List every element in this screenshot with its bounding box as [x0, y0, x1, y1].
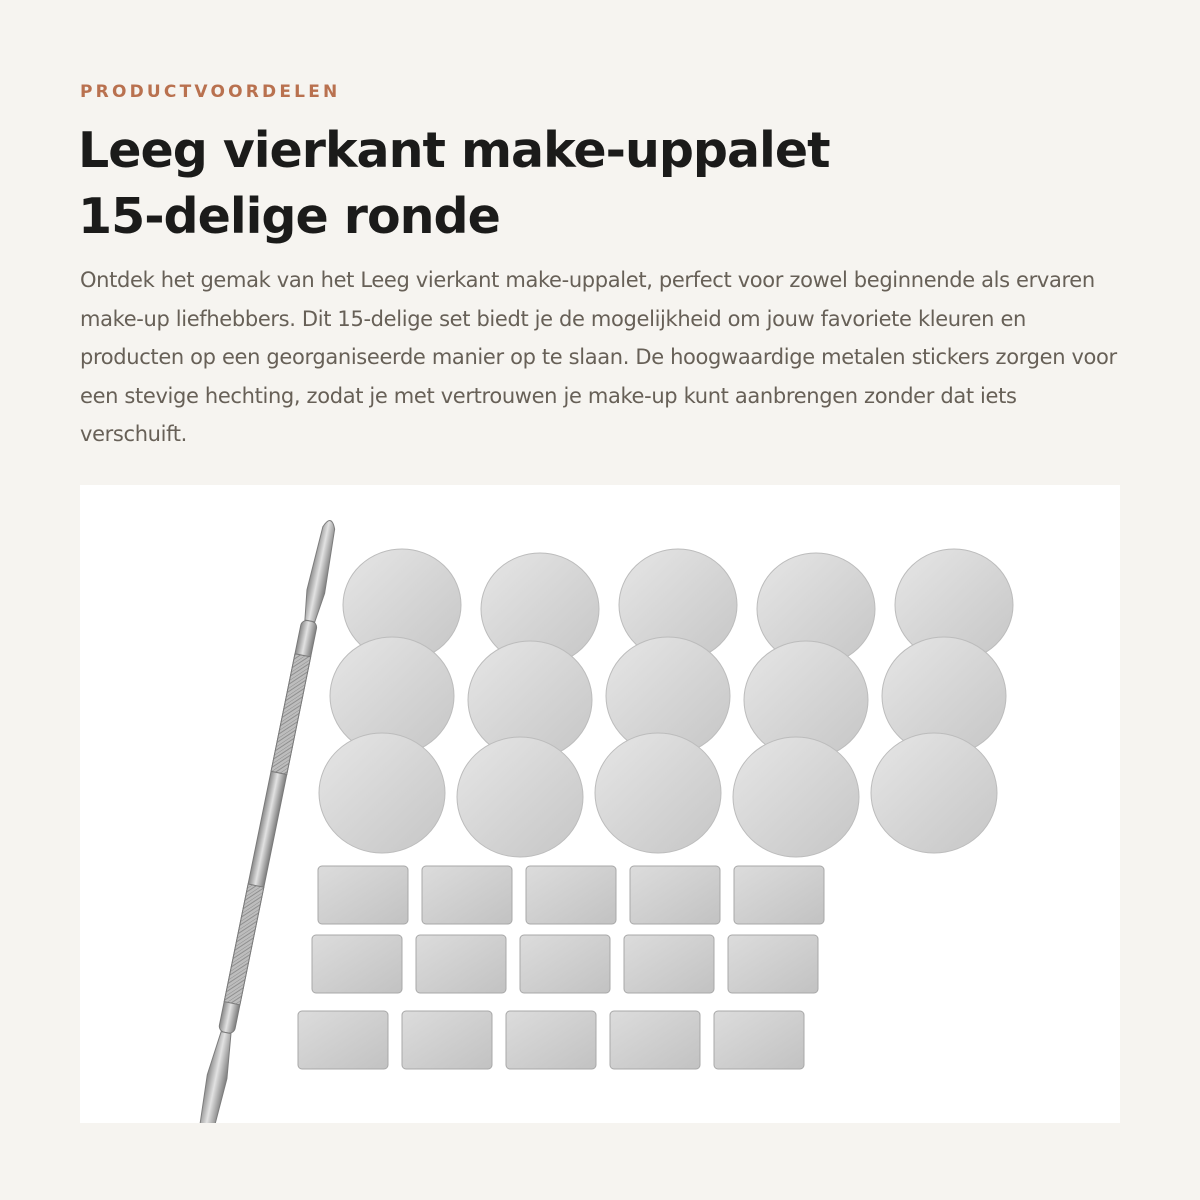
round-sticker [733, 737, 859, 857]
round-sticker [457, 737, 583, 857]
square-sticker [402, 1011, 492, 1069]
square-sticker [312, 935, 402, 993]
square-sticker [610, 1011, 700, 1069]
square-sticker [506, 1011, 596, 1069]
product-photo-illustration [80, 485, 1120, 1123]
square-sticker [526, 866, 616, 924]
square-sticker [624, 935, 714, 993]
product-title: Leeg vierkant make-uppalet 15-delige ronde [78, 122, 830, 245]
round-sticker [871, 733, 997, 853]
product-description: Ontdek het gemak van het Leeg vierkant make-uppalet, perfect voor zowel beginnende als ervaren make-up liefhebbers. Dit 15-delige set biedt je de mogelijkheid om jouw favoriete kleuren en producten op een georganiseerde manier op te slaan. De hoogwaardige metalen stickers zorgen voor een stevige hechting, zodat je met vertrouwen je make-up kunt aanbrengen zonder dat iets verschuift. [80, 268, 1117, 446]
square-sticker [714, 1011, 804, 1069]
square-sticker [422, 866, 512, 924]
product-image [80, 485, 1120, 1123]
round-sticker [595, 733, 721, 853]
square-metal-stickers [298, 866, 824, 1069]
round-metal-stickers [319, 549, 1013, 857]
square-sticker [520, 935, 610, 993]
square-sticker [318, 866, 408, 924]
square-sticker [630, 866, 720, 924]
square-sticker [728, 935, 818, 993]
section-eyebrow: PRODUCTVOORDELEN [80, 82, 341, 102]
square-sticker [298, 1011, 388, 1069]
square-sticker [416, 935, 506, 993]
round-sticker [319, 733, 445, 853]
square-sticker [734, 866, 824, 924]
